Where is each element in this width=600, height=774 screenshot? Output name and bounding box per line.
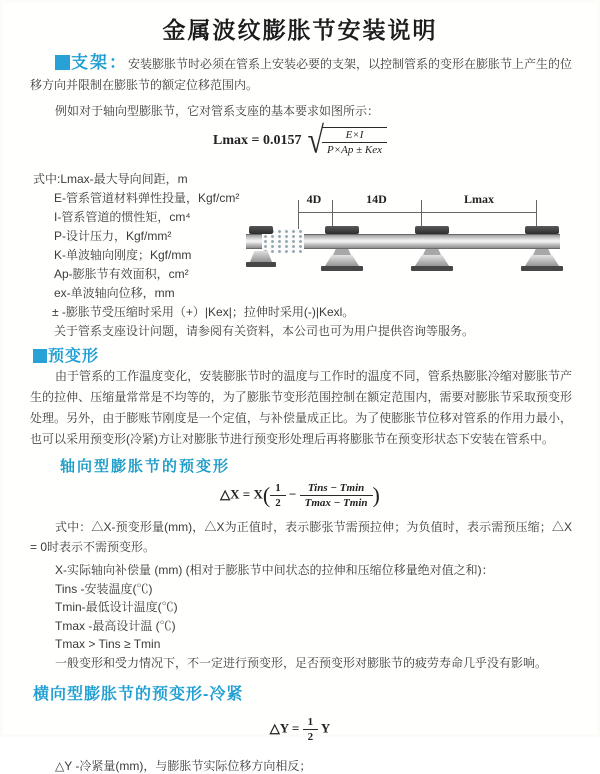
support-pedestal [415, 255, 449, 266]
section-square-icon [33, 349, 47, 363]
pipe-anchor [246, 225, 276, 275]
pipe-support [320, 225, 364, 275]
definition-line: 一般变形和受力情况下，不一定进行预变形，足否预变形对膨胀节的疲劳寿命几乎没有影响。 [55, 655, 548, 670]
anchor-base [246, 262, 276, 267]
definition-line: 式中:Lmax-最大导向间距，m [33, 172, 188, 186]
definition-line: Tins -安装温度(℃) [55, 581, 153, 596]
pipe-support [520, 225, 564, 275]
definition-line: I-管系管道的惯性矩，cm⁴ [54, 210, 191, 224]
lmax-fraction-numerator: E×I [322, 129, 387, 143]
dim-label-14d: 14D [366, 192, 387, 206]
support-example-line: 例如对于轴向型膨胀节，它对管系支座的基本要求如图所示： [55, 104, 380, 118]
support-neck [333, 249, 351, 255]
support-clamp [325, 226, 359, 234]
support-base [411, 266, 453, 271]
radical-sign: √ [307, 119, 324, 161]
support-paragraph [30, 54, 572, 96]
preform-section-heading: 预变形 [48, 348, 100, 365]
dim-label-lmax: Lmax [464, 192, 494, 206]
lmax-fraction [322, 129, 387, 156]
lateral-section-heading: 横向型膨胀节的预变形-冷紧 [33, 686, 244, 703]
support-base [321, 266, 363, 271]
lmax-formula [0, 119, 600, 164]
axial-formula-note: 式中：△X-预变形量(mm)，△X为正值时，表示膨张节需预拉伸；为负值时，表示需预压缩；△X = 0时表示不需预变形。 [30, 520, 572, 554]
half-numerator: 1 [270, 482, 286, 496]
open-paren: ( [262, 482, 271, 508]
page-title: 金属波纹膨胀节安装说明 [162, 17, 438, 43]
definition-line: K-单波轴向刚度；Kgf/mm [54, 248, 192, 262]
axial-definitions [0, 561, 600, 672]
support-pedestal [525, 255, 559, 266]
temperature-denominator: Tmax − Tmin [304, 497, 368, 509]
temperature-fraction [300, 482, 373, 509]
lateral-formula-note: △Y -冷紧量(mm)，与膨胀节实际位移方向相反； [55, 759, 312, 773]
half-denominator: 2 [307, 731, 314, 743]
definition-line: 关于管系支座设计问题，请参阅有关资料，本公司也可为用户提供咨询等服务。 [54, 324, 475, 338]
lmax-fraction-denominator: P×Ap ± Kex [326, 143, 382, 156]
lateral-formula [0, 716, 600, 743]
radical-content [322, 127, 387, 156]
definition-line: Tmax -最高设计温 (℃) [55, 618, 176, 633]
lmax-formula-lhs: Lmax = 0.0157 [213, 133, 302, 148]
close-paren: ) [372, 482, 380, 508]
anchor-pedestal [250, 251, 272, 262]
definition-line: E-管系管道材料弹性投量，Kgf/cm² [54, 191, 240, 205]
support-neck [533, 249, 551, 255]
definition-line: X-实际轴向补偿量 (mm) (相对于膨胀节中间状态的拉伸和压缩位移量绝对值之和)： [55, 563, 494, 577]
minus-operator: − [288, 486, 297, 502]
half-denominator: 2 [275, 497, 281, 509]
dimension-line [298, 212, 537, 213]
definition-line: Ap-膨胀节有效面积，cm² [54, 267, 189, 281]
temperature-numerator: Tins − Tmin [300, 482, 373, 496]
lateral-formula-rhs: Y [320, 720, 331, 736]
axial-formula [0, 482, 600, 509]
definition-line: P-设计压力，Kgf/mm² [54, 229, 172, 243]
section-square-icon [55, 55, 70, 70]
pipe-support [410, 225, 454, 275]
definition-line: Tmin-最低设计温度(℃) [55, 600, 178, 614]
definition-line: Tmax > Tins ≥ Tmin [55, 637, 161, 651]
dim-label-4d: 4D [306, 192, 322, 206]
half-numerator: 1 [303, 716, 319, 730]
pipe-support-diagram [246, 192, 566, 288]
half-fraction [270, 482, 286, 509]
support-section-heading: 支架： [71, 53, 128, 72]
support-clamp [525, 226, 559, 234]
support-base [521, 266, 563, 271]
support-neck [423, 249, 441, 255]
preform-paragraph: 由于管系的工作温度变化，安装膨胀节时的温度与工作时的温度不同，管系热膨胀冷缩对膨胀节产生的拉伸、压缩量常常是不均等的，为了膨胀节变形范围控制在额定范围内，需要对膨胀节采取预变形处理。另外，由于膨账节刚度是一个定值，与补偿量成正比。为了使膨胀节位移对管系的作用力最小，也可以采用预变形(冷紧)方让对膨胀节进行预变形处理后再将膨胀节在预变形状态下安装在管系中。 [30, 369, 572, 446]
support-clamp [415, 226, 449, 234]
preform-section-header [33, 343, 600, 365]
definition-line: ± -膨胀节受压缩时采用（+）|Kex|；拉伸时采用(-)|Kexl。 [52, 305, 355, 319]
axial-formula-lhs: △X = X [220, 486, 263, 502]
support-pedestal [325, 255, 359, 266]
half-fraction [303, 716, 319, 743]
support-intro-text: 安装膨胀节时必须在管系上安装必要的支架，以控制管系的变形在膨胀节上产生的位移方向并限制在膨胀节的额定位移范围内。 [30, 57, 573, 92]
lateral-formula-lhs: △Y = [269, 720, 300, 736]
anchor-clamp [249, 226, 273, 234]
axial-subtitle: 轴向型膨胀节的预变形 [60, 458, 231, 475]
definition-line: ex-单波轴向位移，mm [54, 286, 175, 300]
